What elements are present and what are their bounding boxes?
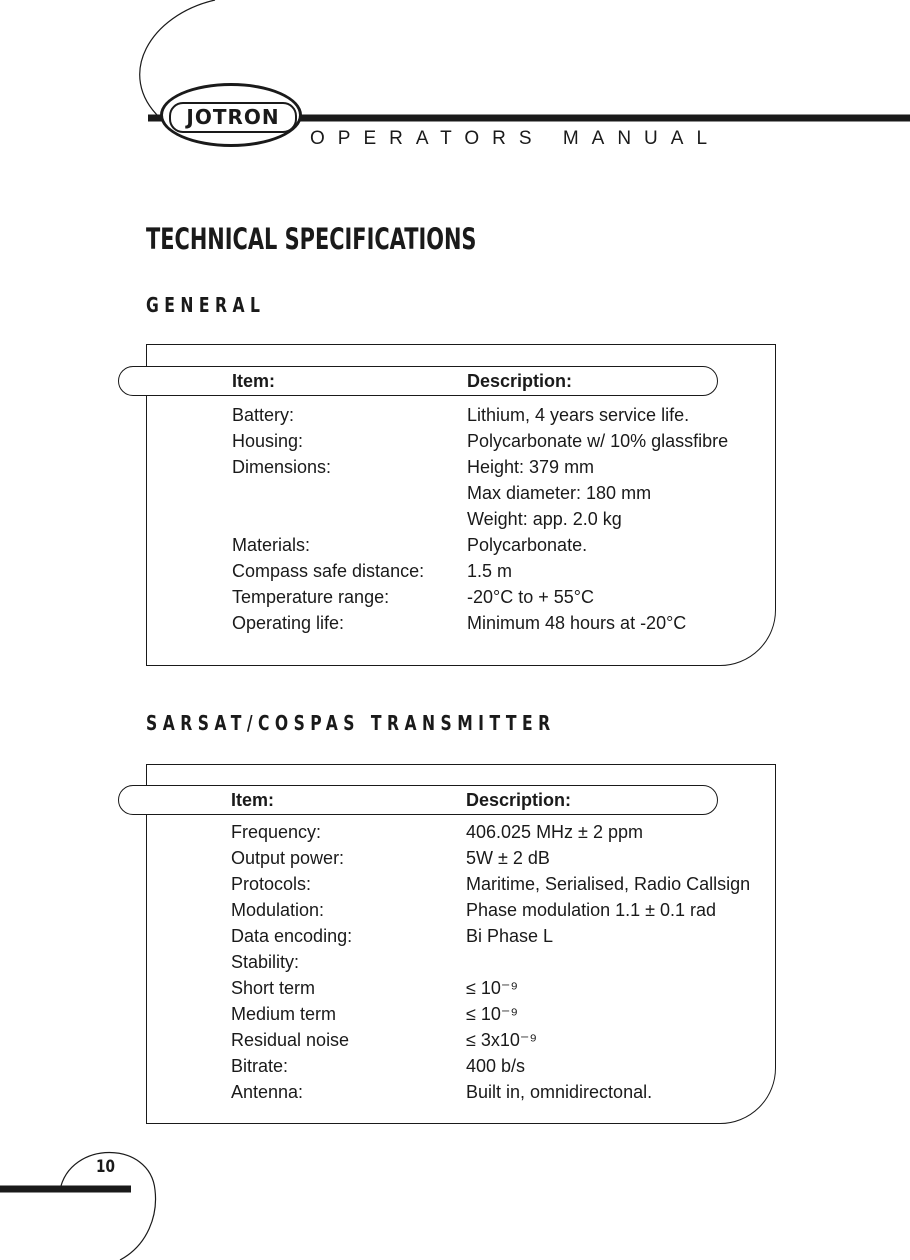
spec-item: Materials:	[232, 535, 311, 555]
spec-item: Dimensions:	[232, 457, 332, 477]
spec-item: Output power:	[231, 848, 345, 868]
spec-description: Polycarbonate.	[467, 535, 588, 555]
spec-item: Bitrate:	[231, 1056, 289, 1076]
spec-description: 406.025 MHz ± 2 ppm	[466, 822, 643, 842]
spec-item: Stability:	[231, 952, 300, 972]
general-table-header	[118, 366, 718, 396]
spec-description: 1.5 m	[467, 561, 513, 581]
section-title-general: GENERAL	[146, 293, 266, 317]
general-col-description: Description:	[467, 371, 573, 391]
spec-item: Operating life:	[232, 613, 345, 633]
spec-item: Residual noise	[231, 1030, 350, 1050]
spec-description: -20°C to + 55°C	[467, 587, 594, 607]
spec-item: Protocols:	[231, 874, 312, 894]
spec-description: Phase modulation 1.1 ± 0.1 rad	[466, 900, 717, 920]
general-col-item: Item:	[232, 371, 276, 391]
spec-description: Maritime, Serialised, Radio Callsign	[466, 874, 751, 894]
spec-description: 5W ± 2 dB	[466, 848, 550, 868]
spec-description: Minimum 48 hours at -20°C	[467, 613, 687, 633]
spec-description: Height: 379 mm	[467, 457, 595, 477]
spec-item: Temperature range:	[232, 587, 390, 607]
spec-description: Bi Phase L	[466, 926, 554, 946]
jotron-logo	[160, 83, 302, 147]
spec-item: Battery:	[232, 405, 295, 425]
section-title-transmitter: SARSAT/COSPAS TRANSMITTER	[146, 711, 556, 735]
page-number: 10	[96, 1157, 115, 1177]
spec-description: Weight: app. 2.0 kg	[467, 509, 622, 529]
spec-description: Polycarbonate w/ 10% glassfibre	[467, 431, 729, 451]
spec-description: ≤ 10⁻⁹	[466, 978, 519, 998]
transmitter-table-header	[118, 785, 718, 815]
spec-item: Frequency:	[231, 822, 322, 842]
spec-item: Data encoding:	[231, 926, 353, 946]
transmitter-col-item: Item:	[231, 790, 275, 810]
spec-description: ≤ 3x10⁻⁹	[466, 1030, 538, 1050]
spec-description: ≤ 10⁻⁹	[466, 1004, 519, 1024]
manual-label: OPERATORS MANUAL	[310, 128, 721, 149]
spec-description: 400 b/s	[466, 1056, 526, 1076]
spec-item: Short term	[231, 978, 316, 998]
spec-description: Max diameter: 180 mm	[467, 483, 652, 503]
spec-item: Antenna:	[231, 1082, 304, 1102]
logo-text: JOTRON	[169, 102, 297, 133]
transmitter-col-description: Description:	[466, 790, 572, 810]
spec-item: Compass safe distance:	[232, 561, 425, 581]
spec-item: Modulation:	[231, 900, 325, 920]
spec-description: Built in, omnidirectonal.	[466, 1082, 653, 1102]
spec-item: Medium term	[231, 1004, 337, 1024]
spec-description: Lithium, 4 years service life.	[467, 405, 690, 425]
spec-item: Housing:	[232, 431, 304, 451]
page-title: TECHNICAL SPECIFICATIONS	[146, 222, 477, 256]
